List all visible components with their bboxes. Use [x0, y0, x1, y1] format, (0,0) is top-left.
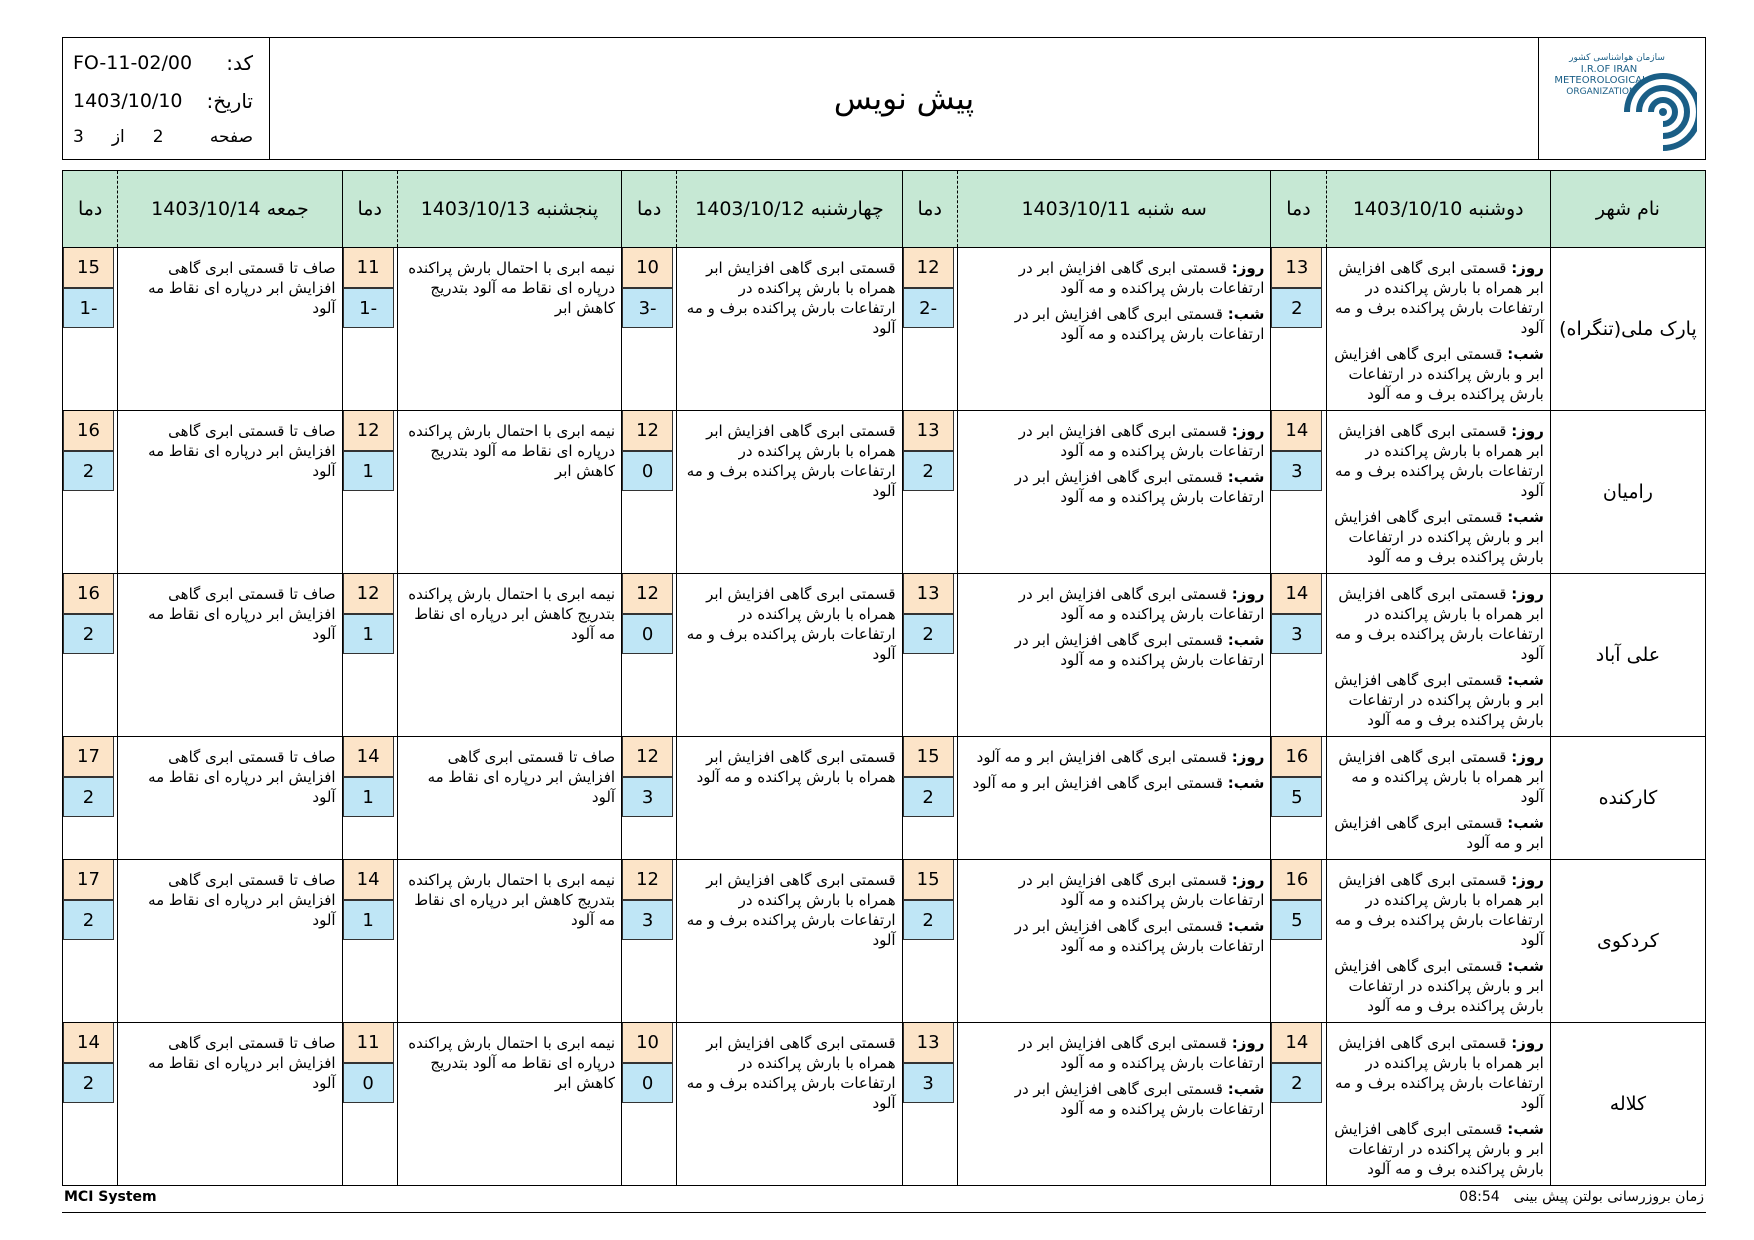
day-label: روز: — [1231, 259, 1265, 277]
night-forecast-text: قسمتی ابری گاهی افزایش ابر و بارش پراکنده در ارتفاعات بارش پراکنده برف و مه آلود — [1334, 1120, 1544, 1178]
min-temperature: -2 — [903, 288, 954, 328]
day-label: روز: — [1231, 585, 1265, 603]
day-forecast — [962, 870, 1265, 910]
day-forecast-text: قسمتی ابری گاهی افزایش ابر در ارتفاعات بارش پراکنده و مه آلود — [1018, 422, 1265, 460]
forecast-cell — [957, 248, 1271, 411]
date-row — [73, 86, 253, 116]
forecast-cell — [397, 1023, 621, 1186]
temp-column-header: دما — [63, 171, 118, 248]
night-forecast-text: قسمتی ابری گاهی افزایش ابر و بارش پراکنده در ارتفاعات بارش پراکنده برف و مه آلود — [1334, 671, 1544, 729]
night-forecast-text: قسمتی ابری گاهی افزایش ابر در ارتفاعات بارش پراکنده و مه آلود — [1014, 468, 1265, 506]
night-forecast-text: قسمتی ابری گاهی افزایش ابر در ارتفاعات بارش پراکنده و مه آلود — [1014, 1080, 1265, 1118]
temperature-cell — [902, 411, 957, 574]
logo-icon — [1551, 46, 1697, 152]
max-temperature: 16 — [63, 411, 114, 451]
night-label: شب: — [1507, 957, 1544, 975]
page-row — [73, 122, 253, 152]
forecast-cell — [397, 574, 621, 737]
min-temperature: 3 — [903, 1063, 954, 1103]
max-temperature: 10 — [622, 248, 673, 288]
day-label: روز: — [1511, 259, 1544, 277]
day-forecast — [1331, 421, 1544, 501]
temperature-cell — [63, 248, 118, 411]
forecast-cell — [677, 411, 902, 574]
min-temperature: 0 — [622, 1063, 673, 1103]
max-temperature: 15 — [903, 737, 954, 777]
forecast-cell — [1326, 248, 1550, 411]
forecast-cell — [397, 248, 621, 411]
night-label: شب: — [1507, 671, 1544, 689]
night-forecast — [1331, 813, 1544, 853]
forecast-text: صاف تا قسمتی ابری گاهی افزایش ابر درپاره ای نقاط مه آلود — [427, 748, 616, 806]
organization-logo — [1538, 38, 1705, 159]
document-header — [62, 37, 1706, 160]
forecast-text: صاف تا قسمتی ابری گاهی افزایش ابر درپاره ای نقاط مه آلود — [148, 1034, 336, 1092]
night-label: شب: — [1227, 631, 1265, 649]
day-forecast-text: قسمتی ابری گاهی افزایش ابر در ارتفاعات بارش پراکنده و مه آلود — [1018, 259, 1265, 297]
day-forecast-text: قسمتی ابری گاهی افزایش ابر همراه با بارش پراکنده و مه آلود — [1338, 748, 1544, 806]
night-label: شب: — [1507, 814, 1544, 832]
code-value: FO-11-02/00 — [73, 52, 193, 74]
day-forecast-text: قسمتی ابری گاهی افزایش ابر در ارتفاعات بارش پراکنده و مه آلود — [1018, 585, 1265, 623]
max-temperature: 16 — [1271, 737, 1322, 777]
table-row — [63, 737, 1706, 860]
min-temperature: 2 — [1271, 1063, 1322, 1103]
min-temperature: 2 — [903, 451, 954, 491]
code-label: کد: — [226, 51, 253, 75]
forecast-cell — [957, 737, 1271, 860]
max-temperature: 17 — [63, 737, 114, 777]
night-forecast-text: قسمتی ابری گاهی افزایش ابر در ارتفاعات بارش پراکنده و مه آلود — [1014, 631, 1265, 669]
temperature-cell — [902, 248, 957, 411]
forecast-cell — [957, 860, 1271, 1023]
night-label: شب: — [1227, 305, 1265, 323]
city-name: کردکوی — [1550, 860, 1705, 1023]
forecast-cell — [957, 1023, 1271, 1186]
document-meta — [63, 38, 270, 159]
min-temperature: 5 — [1271, 777, 1322, 817]
min-temperature: 2 — [63, 451, 114, 491]
temperature-cell — [1271, 860, 1326, 1023]
date-value: 1403/10/10 — [73, 90, 183, 112]
night-label: شب: — [1507, 1120, 1544, 1138]
forecast-text: قسمتی ابری گاهی افزایش ابر همراه با بارش پراکنده در ارتفاعات بارش پراکنده برف و مه آلود — [686, 871, 896, 949]
temperature-cell — [1271, 411, 1326, 574]
night-forecast-text: قسمتی ابری گاهی افزایش ابر و مه آلود — [1334, 814, 1544, 852]
logo-text-3: ORGANIZATION — [1566, 87, 1636, 97]
max-temperature: 13 — [903, 574, 954, 614]
forecast-text: قسمتی ابری گاهی افزایش ابر همراه با بارش پراکنده در ارتفاعات بارش پراکنده برف و مه آلود — [686, 1034, 896, 1112]
forecast-cell — [118, 737, 342, 860]
temp-column-header: دما — [1271, 171, 1326, 248]
forecast-cell — [677, 737, 902, 860]
forecast-text: نیمه ابری با احتمال بارش پراکنده درپاره ای نقاط مه آلود بتدریج کاهش ابر — [408, 259, 616, 317]
day-label: روز: — [1511, 748, 1544, 766]
table-row — [63, 1023, 1706, 1186]
page-indicator — [73, 127, 164, 147]
temperature-cell — [342, 248, 397, 411]
temperature-cell — [342, 860, 397, 1023]
min-temperature: 2 — [903, 900, 954, 940]
temperature-cell — [63, 411, 118, 574]
temperature-cell — [902, 574, 957, 737]
night-forecast — [1331, 956, 1544, 1016]
logo-text-2: METEOROLOGICAL — [1554, 75, 1648, 86]
day-forecast — [1331, 584, 1544, 664]
min-temperature: 0 — [343, 1063, 394, 1103]
forecast-cell — [118, 248, 342, 411]
day-forecast — [962, 584, 1265, 624]
forecast-cell — [118, 860, 342, 1023]
night-forecast — [1331, 1119, 1544, 1179]
night-forecast — [962, 916, 1265, 956]
forecast-cell — [118, 1023, 342, 1186]
night-forecast — [1331, 670, 1544, 730]
temperature-cell — [63, 737, 118, 860]
temp-column-header: دما — [342, 171, 397, 248]
temperature-cell — [622, 411, 677, 574]
temperature-cell — [342, 411, 397, 574]
max-temperature: 13 — [1271, 248, 1322, 288]
temperature-cell — [622, 737, 677, 860]
min-temperature: 1 — [343, 900, 394, 940]
min-temperature: 2 — [63, 900, 114, 940]
night-forecast-text: قسمتی ابری گاهی افزایش ابر و بارش پراکنده در ارتفاعات بارش پراکنده برف و مه آلود — [1334, 508, 1544, 566]
city-name: پارک ملی(تنگراه) — [1550, 248, 1705, 411]
update-time: 08:54 — [1459, 1189, 1500, 1205]
forecast-table — [62, 170, 1706, 1186]
forecast-text: قسمتی ابری گاهی افزایش ابر همراه با بارش پراکنده در ارتفاعات بارش پراکنده برف و مه آلود — [686, 422, 896, 500]
table-row — [63, 248, 1706, 411]
update-label: زمان بروزرسانی بولتن پیش بینی — [1513, 1189, 1704, 1205]
day-column-header: چهارشنبه 1403/10/12 — [677, 171, 902, 248]
max-temperature: 12 — [622, 860, 673, 900]
forecast-body — [63, 248, 1706, 1186]
day-forecast-text: قسمتی ابری گاهی افزایش ابر همراه با بارش پراکنده در ارتفاعات بارش پراکنده برف و مه آلود — [1334, 585, 1544, 663]
forecast-cell — [118, 411, 342, 574]
min-temperature: 2 — [63, 614, 114, 654]
forecast-cell — [1326, 574, 1550, 737]
forecast-cell — [1326, 860, 1550, 1023]
min-temperature: 1 — [343, 777, 394, 817]
min-temperature: 0 — [622, 451, 673, 491]
temperature-cell — [1271, 1023, 1326, 1186]
title-area — [270, 38, 1538, 159]
night-forecast — [1331, 507, 1544, 567]
max-temperature: 14 — [1271, 1023, 1322, 1063]
min-temperature: 2 — [63, 777, 114, 817]
max-temperature: 16 — [1271, 860, 1322, 900]
day-forecast-text: قسمتی ابری گاهی افزایش ابر در ارتفاعات بارش پراکنده و مه آلود — [1018, 871, 1265, 909]
max-temperature: 15 — [903, 860, 954, 900]
night-forecast-text: قسمتی ابری گاهی افزایش ابر در ارتفاعات بارش پراکنده و مه آلود — [1014, 305, 1265, 343]
day-label: روز: — [1231, 1034, 1265, 1052]
temperature-cell — [342, 737, 397, 860]
temperature-cell — [622, 1023, 677, 1186]
forecast-cell — [397, 737, 621, 860]
max-temperature: 14 — [343, 737, 394, 777]
night-forecast-text: قسمتی ابری گاهی افزایش ابر و بارش پراکنده در ارتفاعات بارش پراکنده برف و مه آلود — [1334, 345, 1544, 403]
forecast-text: نیمه ابری با احتمال بارش پراکنده بتدریج کاهش ابر درپاره ای نقاط مه آلود — [408, 871, 616, 929]
forecast-cell — [397, 411, 621, 574]
forecast-text: صاف تا قسمتی ابری گاهی افزایش ابر درپاره ای نقاط مه آلود — [148, 259, 336, 317]
max-temperature: 12 — [622, 411, 673, 451]
min-temperature: 5 — [1271, 900, 1322, 940]
day-forecast-text: قسمتی ابری گاهی افزایش ابر همراه با بارش پراکنده در ارتفاعات بارش پراکنده برف و مه آلود — [1334, 1034, 1544, 1112]
min-temperature: 1 — [343, 451, 394, 491]
forecast-text: نیمه ابری با احتمال بارش پراکنده بتدریج کاهش ابر درپاره ای نقاط مه آلود — [408, 585, 616, 643]
temperature-cell — [342, 1023, 397, 1186]
max-temperature: 12 — [903, 248, 954, 288]
temperature-cell — [1271, 248, 1326, 411]
night-label: شب: — [1507, 508, 1544, 526]
night-label: شب: — [1507, 345, 1544, 363]
min-temperature: 2 — [903, 777, 954, 817]
min-temperature: -1 — [343, 288, 394, 328]
min-temperature: -3 — [622, 288, 673, 328]
code-row — [73, 48, 253, 78]
night-label: شب: — [1227, 1080, 1265, 1098]
day-forecast — [1331, 258, 1544, 338]
temperature-cell — [902, 860, 957, 1023]
footer-system-name: MCI System — [64, 1189, 157, 1205]
min-temperature: 3 — [1271, 614, 1322, 654]
night-forecast-text: قسمتی ابری گاهی افزایش ابر و مه آلود — [972, 774, 1223, 792]
max-temperature: 13 — [903, 411, 954, 451]
night-forecast-text: قسمتی ابری گاهی افزایش ابر در ارتفاعات بارش پراکنده و مه آلود — [1014, 917, 1265, 955]
max-temperature: 14 — [1271, 411, 1322, 451]
forecast-text: قسمتی ابری گاهی افزایش ابر همراه با بارش پراکنده در ارتفاعات بارش پراکنده برف و مه آلود — [686, 585, 896, 663]
day-label: روز: — [1511, 871, 1544, 889]
forecast-text: صاف تا قسمتی ابری گاهی افزایش ابر درپاره ای نقاط مه آلود — [148, 422, 336, 480]
max-temperature: 17 — [63, 860, 114, 900]
city-name: علی آباد — [1550, 574, 1705, 737]
temperature-cell — [342, 574, 397, 737]
temperature-cell — [902, 737, 957, 860]
min-temperature: 0 — [622, 614, 673, 654]
temperature-cell — [63, 1023, 118, 1186]
footer-divider — [62, 1212, 1706, 1213]
temp-column-header: دما — [622, 171, 677, 248]
night-label: شب: — [1227, 468, 1265, 486]
day-column-header: سه شنبه 1403/10/11 — [957, 171, 1271, 248]
temperature-cell — [63, 574, 118, 737]
table-row — [63, 574, 1706, 737]
max-temperature: 16 — [63, 574, 114, 614]
day-label: روز: — [1511, 585, 1544, 603]
forecast-cell — [957, 574, 1271, 737]
forecast-text: نیمه ابری با احتمال بارش پراکنده درپاره ای نقاط مه آلود بتدریج کاهش ابر — [408, 422, 616, 480]
max-temperature: 14 — [1271, 574, 1322, 614]
table-row — [63, 411, 1706, 574]
min-temperature: 2 — [63, 1063, 114, 1103]
forecast-text: صاف تا قسمتی ابری گاهی افزایش ابر درپاره ای نقاط مه آلود — [148, 871, 336, 929]
forecast-text: صاف تا قسمتی ابری گاهی افزایش ابر درپاره ای نقاط مه آلود — [148, 748, 336, 806]
forecast-text: صاف تا قسمتی ابری گاهی افزایش ابر درپاره ای نقاط مه آلود — [148, 585, 336, 643]
night-label: شب: — [1227, 917, 1265, 935]
forecast-cell — [677, 860, 902, 1023]
day-forecast-text: قسمتی ابری گاهی افزایش ابر و مه آلود — [976, 748, 1227, 766]
page-number: 2 — [152, 127, 164, 147]
min-temperature: 1 — [343, 614, 394, 654]
forecast-cell — [1326, 737, 1550, 860]
night-forecast — [1331, 344, 1544, 404]
min-temperature: 2 — [903, 614, 954, 654]
temperature-cell — [63, 860, 118, 1023]
temperature-cell — [622, 860, 677, 1023]
night-forecast — [962, 467, 1265, 507]
day-column-header: دوشنبه 1403/10/10 — [1326, 171, 1550, 248]
city-name: کلاله — [1550, 1023, 1705, 1186]
temperature-cell — [622, 574, 677, 737]
footer-update-info — [1459, 1189, 1704, 1205]
night-forecast — [962, 773, 1265, 793]
day-label: روز: — [1511, 422, 1544, 440]
night-forecast — [962, 304, 1265, 344]
date-label: تاریخ: — [206, 89, 253, 113]
day-label: روز: — [1511, 1034, 1544, 1052]
day-forecast-text: قسمتی ابری گاهی افزایش ابر همراه با بارش پراکنده در ارتفاعات بارش پراکنده برف و مه آلود — [1334, 422, 1544, 500]
min-temperature: -1 — [63, 288, 114, 328]
day-forecast — [1331, 1033, 1544, 1113]
city-name: کارکنده — [1550, 737, 1705, 860]
night-forecast — [962, 630, 1265, 670]
temp-column-header: دما — [902, 171, 957, 248]
max-temperature: 11 — [343, 1023, 394, 1063]
day-label: روز: — [1231, 871, 1265, 889]
temperature-cell — [902, 1023, 957, 1186]
forecast-cell — [677, 1023, 902, 1186]
max-temperature: 14 — [63, 1023, 114, 1063]
day-forecast — [962, 421, 1265, 461]
max-temperature: 15 — [63, 248, 114, 288]
city-name: رامیان — [1550, 411, 1705, 574]
temperature-cell — [1271, 737, 1326, 860]
day-column-header: پنجشنبه 1403/10/13 — [397, 171, 621, 248]
night-label: شب: — [1227, 774, 1265, 792]
max-temperature: 12 — [622, 737, 673, 777]
night-forecast — [962, 1079, 1265, 1119]
forecast-text: قسمتی ابری گاهی افزایش ابر همراه با بارش پراکنده در ارتفاعات بارش پراکنده برف و مه آلود — [686, 259, 896, 337]
forecast-cell — [397, 860, 621, 1023]
logo-text-fa: سازمان هواشناسی کشور — [1569, 53, 1665, 63]
temperature-cell — [1271, 574, 1326, 737]
day-forecast-text: قسمتی ابری گاهی افزایش ابر در ارتفاعات بارش پراکنده و مه آلود — [1018, 1034, 1265, 1072]
day-forecast — [962, 747, 1265, 767]
max-temperature: 10 — [622, 1023, 673, 1063]
forecast-cell — [677, 248, 902, 411]
table-header-row — [63, 171, 1706, 248]
day-forecast — [962, 1033, 1265, 1073]
day-forecast-text: قسمتی ابری گاهی افزایش ابر همراه با بارش پراکنده در ارتفاعات بارش پراکنده برف و مه آلود — [1334, 871, 1544, 949]
day-label: روز: — [1231, 422, 1265, 440]
day-forecast — [1331, 747, 1544, 807]
day-column-header: جمعه 1403/10/14 — [118, 171, 342, 248]
min-temperature: 2 — [1271, 288, 1322, 328]
forecast-cell — [1326, 411, 1550, 574]
page-of: از — [111, 127, 125, 147]
day-forecast-text: قسمتی ابری گاهی افزایش ابر همراه با بارش پراکنده در ارتفاعات بارش پراکنده برف و مه آلود — [1334, 259, 1544, 337]
max-temperature: 12 — [343, 411, 394, 451]
city-column-header: نام شهر — [1550, 171, 1705, 248]
forecast-cell — [957, 411, 1271, 574]
logo-text-1: I.R.OF IRAN — [1580, 64, 1638, 75]
min-temperature: 3 — [622, 777, 673, 817]
forecast-text: قسمتی ابری گاهی افزایش ابر همراه با بارش پراکنده و مه آلود — [696, 748, 896, 786]
day-forecast — [1331, 870, 1544, 950]
min-temperature: 3 — [1271, 451, 1322, 491]
night-forecast-text: قسمتی ابری گاهی افزایش ابر و بارش پراکنده در ارتفاعات بارش پراکنده برف و مه آلود — [1334, 957, 1544, 1015]
forecast-cell — [677, 574, 902, 737]
page-label: صفحه — [209, 127, 253, 147]
day-forecast — [962, 258, 1265, 298]
forecast-text: نیمه ابری با احتمال بارش پراکنده درپاره ای نقاط مه آلود بتدریج کاهش ابر — [408, 1034, 616, 1092]
min-temperature: 3 — [622, 900, 673, 940]
max-temperature: 14 — [343, 860, 394, 900]
forecast-cell — [118, 574, 342, 737]
temperature-cell — [622, 248, 677, 411]
forecast-cell — [1326, 1023, 1550, 1186]
page-total: 3 — [73, 127, 84, 147]
max-temperature: 13 — [903, 1023, 954, 1063]
max-temperature: 12 — [343, 574, 394, 614]
max-temperature: 12 — [622, 574, 673, 614]
page-title: پیش نویس — [833, 80, 975, 117]
table-row — [63, 860, 1706, 1023]
max-temperature: 11 — [343, 248, 394, 288]
day-label: روز: — [1231, 748, 1265, 766]
